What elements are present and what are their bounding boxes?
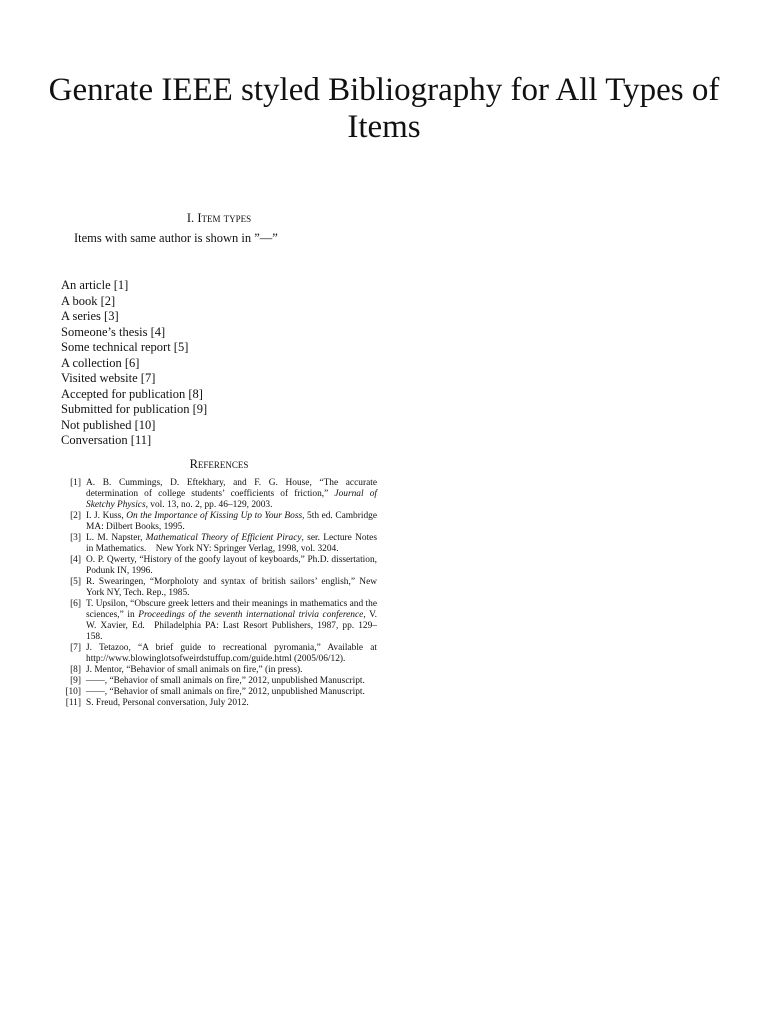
list-item: An article [1]: [61, 278, 129, 292]
reference-segment: ——, “Behavior of small animals on fire,” 2012, unpublished Manuscript.: [86, 687, 365, 697]
document-title: Genrate IEEE styled Bibliography for All Types of Items: [48, 72, 720, 145]
reference-number: [5]: [70, 577, 81, 587]
reference-text: [83, 599, 377, 643]
reference-entry: [61, 577, 377, 599]
section-intro: Items with same author is shown in ”—”: [74, 231, 278, 245]
reference-segment: ——, “Behavior of small animals on fire,” 2012, unpublished Manuscript.: [86, 676, 365, 686]
reference-italic-segment: Journal of Sketchy Physics: [86, 489, 377, 510]
reference-text: [83, 676, 377, 687]
section-title: Item types: [197, 211, 252, 225]
reference-number: [1]: [70, 478, 81, 488]
reference-segment: L. M. Napster,: [86, 533, 146, 543]
reference-entry: [61, 687, 377, 698]
reference-number: [8]: [70, 665, 81, 675]
item-type-list: [61, 278, 377, 449]
references-heading: References: [189, 457, 249, 471]
reference-segment: , V. W. Xavier, Ed. Philadelphia PA: Last Resort Publishers, 1987, pp. 129–158.: [86, 610, 377, 642]
reference-entry: [61, 599, 377, 643]
reference-entry: [61, 643, 377, 665]
list-item: Visited website [7]: [61, 371, 156, 385]
reference-entry: [61, 555, 377, 577]
reference-number: [6]: [70, 599, 81, 609]
reference-number: [11]: [65, 698, 81, 708]
section-heading: [61, 211, 377, 226]
reference-segment: O. P. Qwerty, “History of the goofy layout of keyboards,” Ph.D. dissertation, Podunk IN, 1996.: [86, 555, 377, 576]
list-item: Conversation [11]: [61, 433, 152, 447]
reference-number: [2]: [70, 511, 81, 521]
reference-segment: T. Upsilon, “Obscure greek letters and their meanings in mathematics and the sciences,” in: [86, 599, 377, 620]
reference-text: [83, 511, 377, 533]
reference-number: [9]: [70, 676, 81, 686]
section-number: I.: [186, 211, 195, 225]
reference-number: [10]: [65, 687, 81, 697]
reference-italic-segment: Proceedings of the seventh international trivia conference: [138, 610, 364, 620]
reference-segment: A. B. Cummings, D. Eftekhary, and F. G. House, “The accurate determination of college students’ coefficients of friction,”: [86, 478, 377, 499]
reference-number: [3]: [70, 533, 81, 543]
reference-text: [83, 643, 377, 665]
list-item: A series [3]: [61, 309, 119, 323]
references-list: [61, 478, 377, 709]
reference-italic-segment: On the Importance of Kissing Up to Your Boss: [126, 511, 303, 521]
reference-text: [83, 478, 377, 511]
reference-segment: J. Tetazoo, “A brief guide to recreational pyromania,” Available at http://www.blowinglotsofweirdstuffup.com/guide.html (2005/06/12).: [86, 643, 377, 664]
list-item: A book [2]: [61, 293, 116, 308]
list-item: Not published [10]: [61, 417, 156, 432]
reference-text: [83, 698, 377, 709]
reference-text: [83, 533, 377, 555]
reference-entry: [61, 676, 377, 687]
list-item: Accepted for publication [8]: [61, 386, 203, 401]
reference-text: [83, 665, 377, 676]
list-item: Someone’s thesis [4]: [61, 324, 166, 339]
reference-italic-segment: Mathematical Theory of Efficient Piracy: [145, 533, 302, 543]
list-item: A collection [6]: [61, 355, 140, 370]
list-item: Some technical report [5]: [61, 340, 189, 354]
reference-number: [7]: [70, 643, 81, 653]
reference-entry: [61, 478, 377, 511]
reference-segment: S. Freud, Personal conversation, July 2012.: [86, 698, 249, 708]
reference-segment: , 5th ed. Cambridge MA: Dilbert Books, 1995.: [86, 511, 377, 532]
reference-entry: [61, 665, 377, 676]
reference-text: [83, 555, 377, 577]
reference-entry: [61, 698, 377, 709]
reference-text: [83, 687, 377, 698]
reference-segment: , vol. 13, no. 2, pp. 46–129, 2003.: [145, 500, 273, 510]
reference-text: [83, 577, 377, 599]
reference-segment: J. Mentor, “Behavior of small animals on fire,” (in press).: [86, 665, 303, 675]
reference-entry: [61, 511, 377, 533]
reference-number: [4]: [70, 555, 81, 565]
reference-segment: R. Swearingen, “Morpholoty and syntax of british sailors’ english,” New York NY, Tech. Rep., 1985.: [86, 577, 377, 598]
reference-segment: , ser. Lecture Notes in Mathematics. New York NY: Springer Verlag, 1998, vol. 3204.: [86, 533, 377, 554]
list-item: Submitted for publication [9]: [61, 402, 208, 416]
reference-segment: I. J. Kuss,: [86, 511, 127, 521]
reference-entry: [61, 533, 377, 555]
